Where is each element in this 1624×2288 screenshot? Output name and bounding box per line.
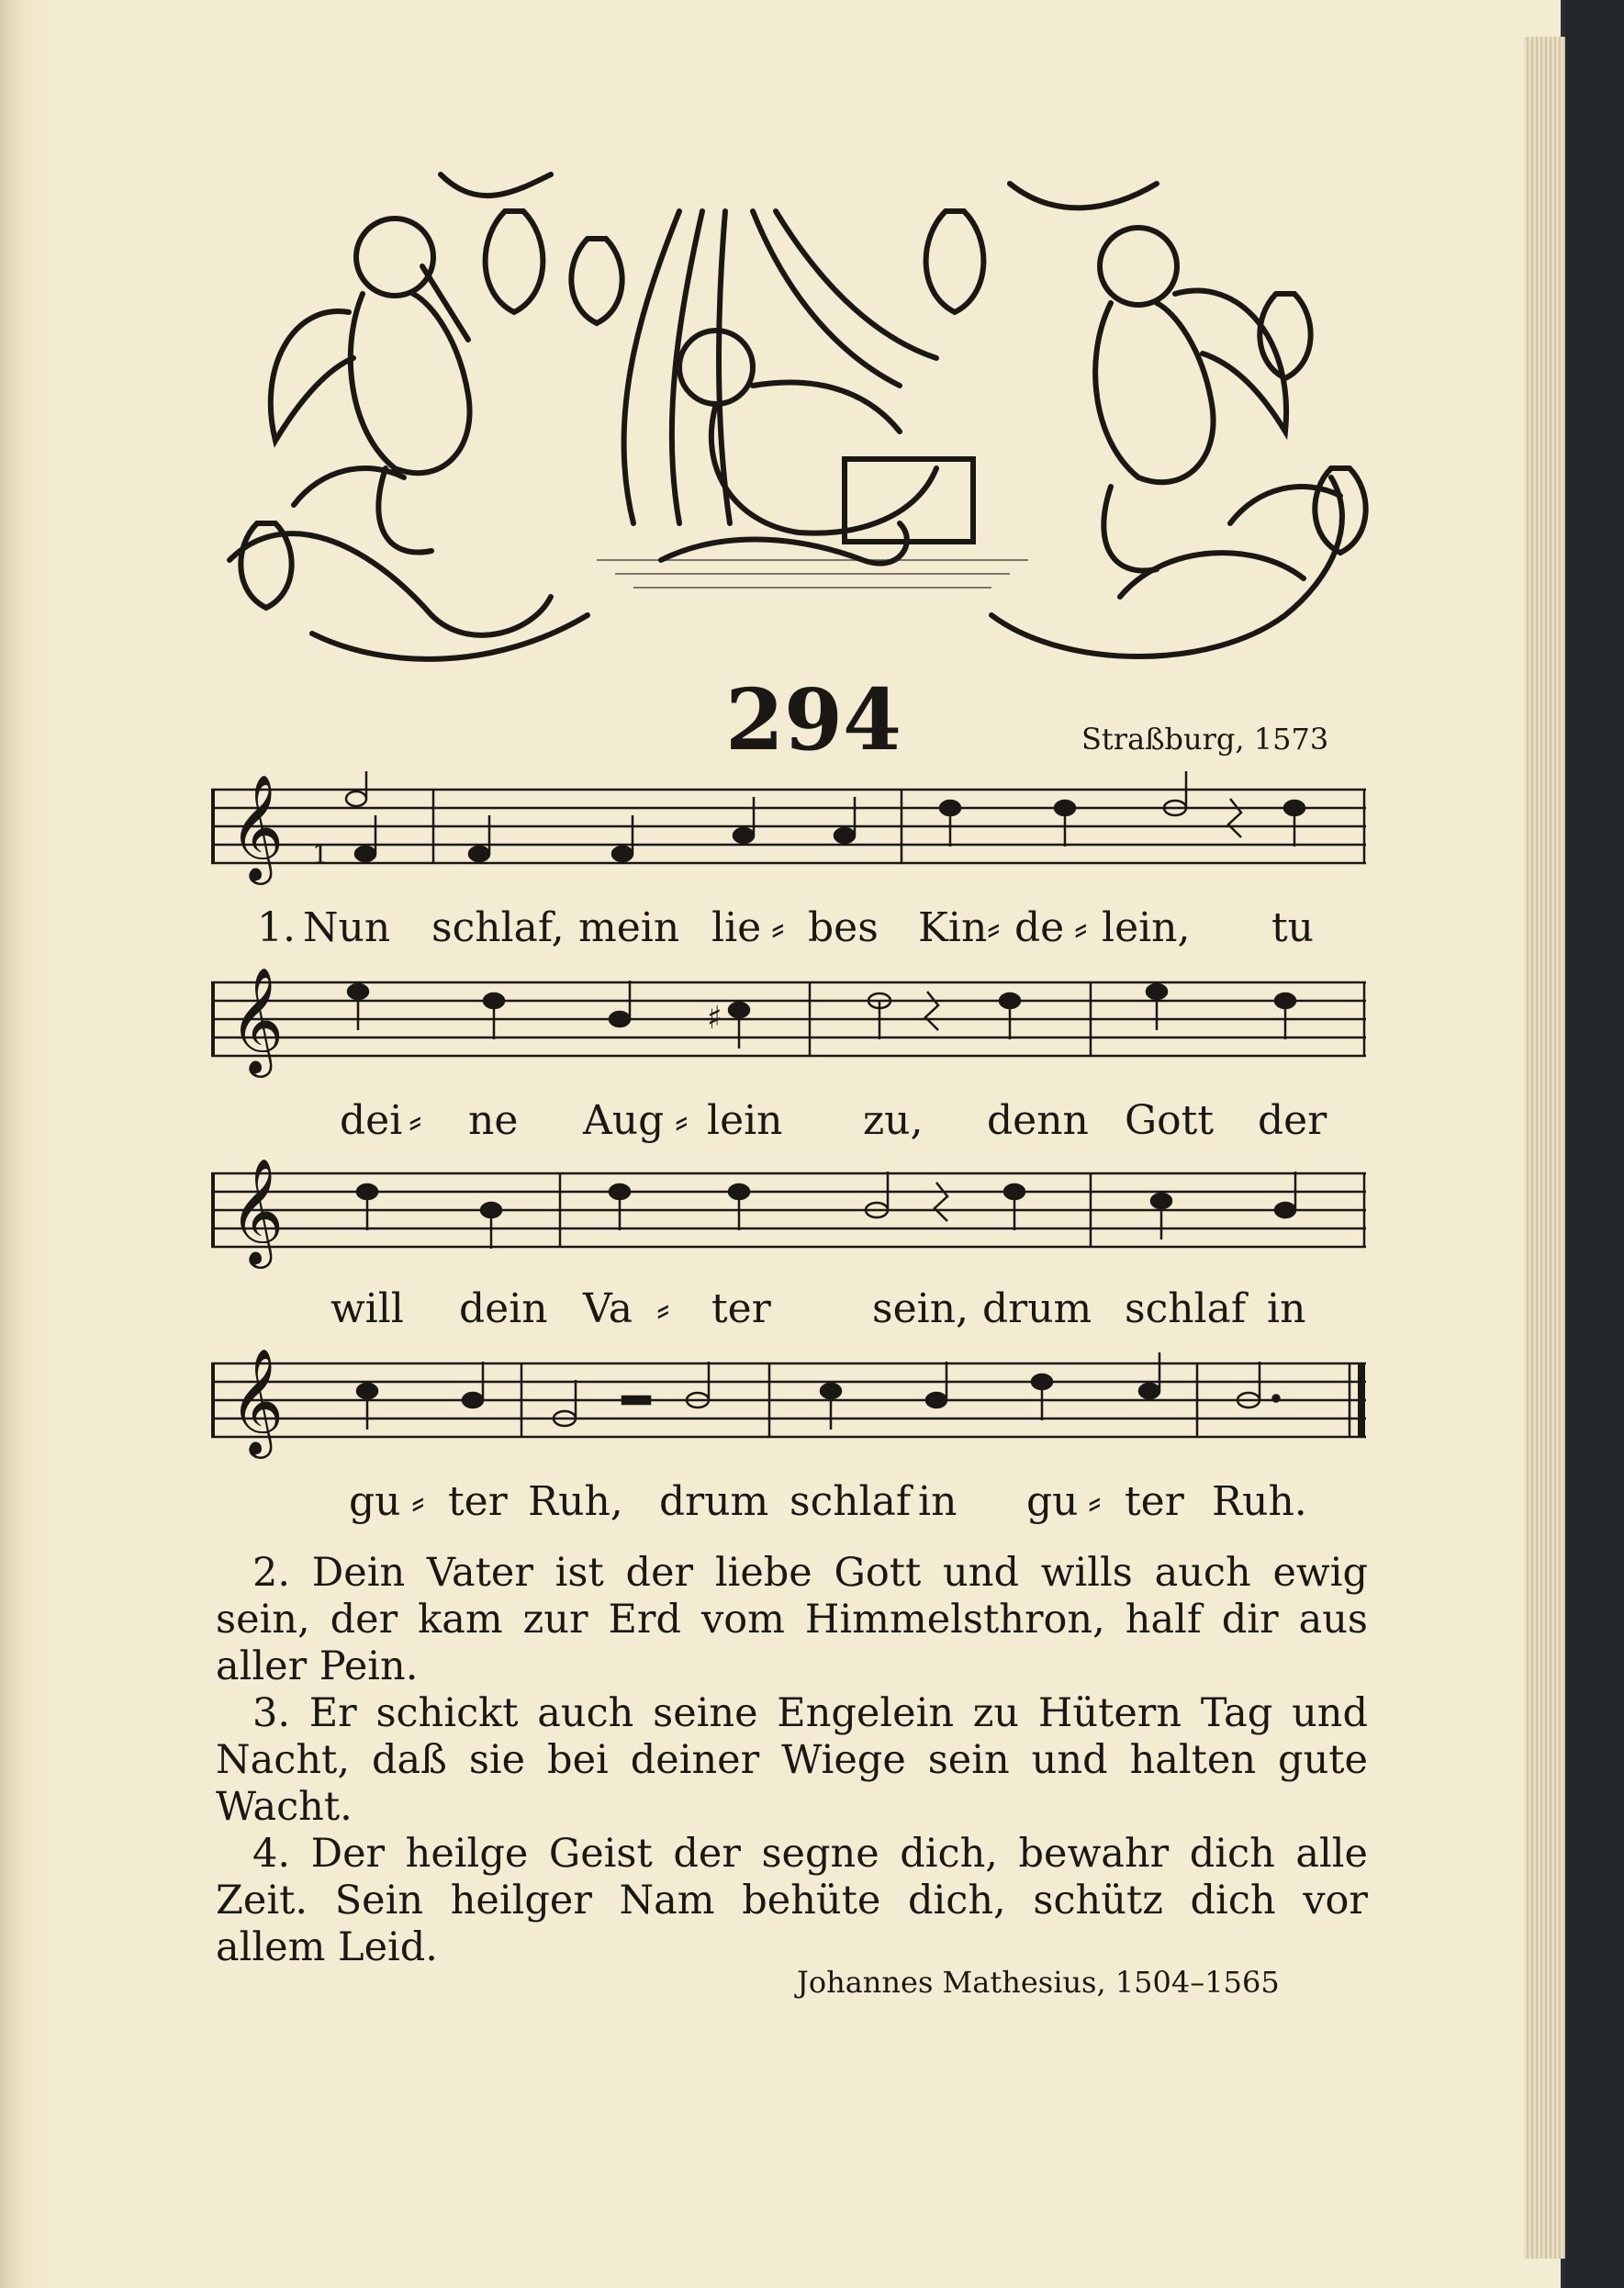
lyric-syllable: lein [707, 1097, 783, 1144]
hymn-number: 294 [725, 670, 902, 769]
svg-text:♯: ♯ [707, 1000, 722, 1037]
lyric-syllable: ter [711, 1285, 771, 1332]
music-staff-2 [211, 964, 1366, 1093]
hyphen-mark: ⸗ [675, 1097, 689, 1144]
lyric-syllable: lein, [1102, 904, 1191, 951]
lyric-syllable: sein, [872, 1285, 969, 1332]
lyric-syllable: denn [987, 1097, 1089, 1144]
page-edges [1524, 37, 1565, 2259]
lyric-syllable: will [330, 1285, 404, 1332]
svg-text:𝄞: 𝄞 [230, 1157, 285, 1264]
hyphen-mark: ⸗ [411, 1478, 425, 1525]
melody-origin: Straßburg, 1573 [1081, 722, 1329, 757]
verse-4: 4. Der heilge Geist der segne dich, bewahr dich alle Zeit. Sein heilger Nam behüte dich, schütz dich vor allem Leid. [216, 1831, 1368, 1970]
music-staff-1 [211, 771, 1366, 900]
music-staff-3 [211, 1155, 1366, 1284]
hyphen-mark: ⸗ [987, 904, 1001, 951]
lyric-syllable: mein [578, 904, 680, 951]
lyric-syllable: Gott [1125, 1097, 1215, 1144]
hyphen-mark: ⸗ [409, 1097, 422, 1144]
svg-text:𝄞: 𝄞 [230, 966, 285, 1073]
lyric-syllable: dei [340, 1097, 403, 1144]
lyric-syllable: Nun [303, 904, 391, 951]
lyric-syllable: in [1267, 1285, 1306, 1332]
svg-text:𝄞: 𝄞 [230, 1347, 285, 1454]
hyphen-mark: ⸗ [771, 904, 785, 951]
lyric-syllable: schlaf, [431, 904, 565, 951]
lyric-syllable: Aug [583, 1097, 665, 1144]
lyric-syllable: Kin [918, 904, 988, 951]
lyric-syllable: gu [349, 1478, 401, 1525]
lyric-syllable: schlaf [1125, 1285, 1247, 1332]
lyric-syllable: in [918, 1478, 958, 1525]
hyphen-mark: ⸗ [656, 1285, 670, 1332]
lyric-syllable: schlaf [790, 1478, 912, 1525]
lyric-syllable: ter [1125, 1478, 1184, 1525]
book-cover-edge [1565, 0, 1624, 2288]
music-staff-4 [211, 1345, 1366, 1474]
lyric-syllable: lie [711, 904, 762, 951]
lyric-syllable: gu [1026, 1478, 1079, 1525]
svg-text:𝄞: 𝄞 [230, 773, 285, 880]
hyphen-mark: ⸗ [1074, 904, 1088, 951]
page-gutter [0, 0, 55, 2288]
lyric-syllable: Va [583, 1285, 633, 1332]
time-signature: 1 [312, 839, 329, 869]
verse-2: 2. Dein Vater ist der liebe Gott und wills auch ewig sein, der kam zur Erd vom Himmelsthron, half dir aus aller Pein. [216, 1550, 1368, 1689]
lyric-syllable: Ruh, [528, 1478, 623, 1525]
verse-3: 3. Er schickt auch seine Engelein zu Hütern Tag und Nacht, daß sie bei deiner Wiege sein und halten gute Wacht. [216, 1690, 1368, 1830]
lyric-syllable: der [1258, 1097, 1327, 1144]
lyric-syllable: tu [1271, 904, 1315, 951]
lyric-syllable: ne [468, 1097, 519, 1144]
angels-and-sleeping-child-illustration [202, 156, 1377, 689]
lyric-syllable: zu, [863, 1097, 924, 1144]
lyric-syllable: Ruh. [1212, 1478, 1307, 1525]
lyric-syllable: dein [459, 1285, 548, 1332]
additional-verses [216, 1550, 1368, 1971]
text-author: Johannes Mathesius, 1504–1565 [797, 1965, 1280, 2000]
lyric-syllable: ter [448, 1478, 508, 1525]
lyric-syllable: drum [982, 1285, 1092, 1332]
hyphen-mark: ⸗ [1088, 1478, 1102, 1525]
lyric-syllable: drum [659, 1478, 769, 1525]
verse-number-1: 1. [257, 904, 296, 951]
lyric-syllable: bes [808, 904, 879, 951]
lyric-syllable: de [1014, 904, 1065, 951]
